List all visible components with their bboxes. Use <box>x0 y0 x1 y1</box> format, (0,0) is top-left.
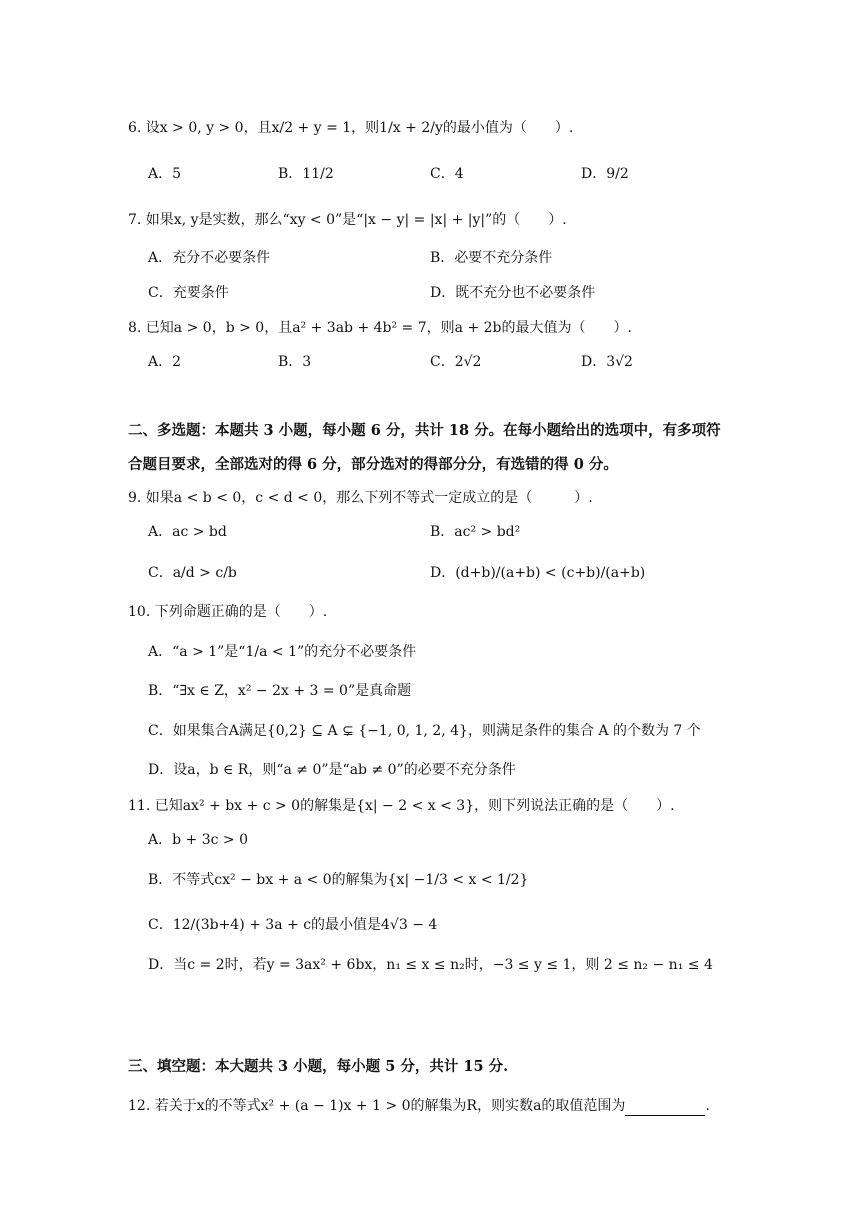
question-6-stem: 6. 设x > 0, y > 0，且x/2 + y = 1，则1/x + 2/y的最小值为（ ）. <box>128 120 574 136</box>
question-9-option-a: A．ac > bd <box>148 524 227 540</box>
question-8-option-c: C．2√2 <box>430 354 482 370</box>
section-2-heading-line-2: 合题目要求，全部选对的得 6 分，部分选对的得部分分，有选错的得 0 分。 <box>128 456 618 473</box>
question-8-option-a: A．2 <box>148 354 182 370</box>
question-9-option-d: D．(d+b)/(a+b) < (c+b)/(a+b) <box>430 565 646 581</box>
section-3-heading: 三、填空题：本大题共 3 小题，每小题 5 分，共计 15 分. <box>128 1058 509 1075</box>
question-7-stem: 7. 如果x, y是实数，那么“xy < 0”是“|x − y| = |x| + |y|”的（ ）. <box>128 212 567 228</box>
question-8-option-d: D．3√2 <box>581 354 633 370</box>
question-10-option-b: B．“∃x ∈ Z，x² − 2x + 3 = 0”是真命题 <box>148 683 412 699</box>
question-10-option-c: C．如果集合A满足{0,2} ⊆ A ⊊ {−1, 0, 1, 2, 4}，则满足条件的集合 A 的个数为 7 个 <box>148 723 701 739</box>
question-6-option-a: A．5 <box>148 166 182 182</box>
question-6-option-b: B．11/2 <box>278 166 334 182</box>
question-8-stem: 8. 已知a > 0，b > 0，且a² + 3ab + 4b² = 7，则a + 2b的最大值为（ ）. <box>128 320 632 336</box>
question-7-option-c: C．充要条件 <box>148 285 229 301</box>
question-8-option-b: B．3 <box>278 354 312 370</box>
answer-blank[interactable] <box>625 1101 705 1116</box>
question-12 <box>128 1096 710 1116</box>
question-10-option-d: D．设a，b ∈ R，则“a ≠ 0”是“ab ≠ 0”的必要不充分条件 <box>148 762 516 778</box>
question-9-option-c: C．a/d > c/b <box>148 565 237 581</box>
question-9-stem: 9. 如果a < b < 0，c < d < 0，那么下列不等式一定成立的是（ ）. <box>128 490 593 506</box>
question-11-option-a: A．b + 3c > 0 <box>148 832 248 848</box>
question-10-option-a: A．“a > 1”是“1/a < 1”的充分不必要条件 <box>148 644 417 660</box>
question-11-option-d: D．当c = 2时，若y = 3ax² + 6bx，n₁ ≤ x ≤ n₂时，−3 ≤ y ≤ 1，则 2 ≤ n₂ − n₁ ≤ 4 <box>148 957 713 973</box>
question-7-option-a: A．充分不必要条件 <box>148 250 271 266</box>
question-12-stem: 12. 若关于x的不等式x² + (a − 1)x + 1 > 0的解集为R，则实数a的取值范围为 <box>128 1098 626 1114</box>
question-10-stem: 10. 下列命题正确的是（ ）. <box>128 604 328 620</box>
question-7-option-d: D．既不充分也不必要条件 <box>430 285 596 301</box>
question-6-option-c: C．4 <box>430 166 464 182</box>
section-2-heading-line-1: 二、多选题：本题共 3 小题，每小题 6 分，共计 18 分。在每小题给出的选项中，有多项符 <box>128 422 721 439</box>
question-6-option-d: D．9/2 <box>581 166 629 182</box>
question-7-option-b: B．必要不充分条件 <box>430 250 553 266</box>
question-11-stem: 11. 已知ax² + bx + c > 0的解集是{x| − 2 < x < 3}，则下列说法正确的是（ ）. <box>128 798 675 814</box>
question-11-option-b: B．不等式cx² − bx + a < 0的解集为{x| −1/3 < x < 1/2} <box>148 872 529 888</box>
question-12-tail: . <box>705 1098 710 1114</box>
question-11-option-c: C．12/(3b+4) + 3a + c的最小值是4√3 − 4 <box>148 917 438 933</box>
question-9-option-b: B．ac² > bd² <box>430 524 521 540</box>
